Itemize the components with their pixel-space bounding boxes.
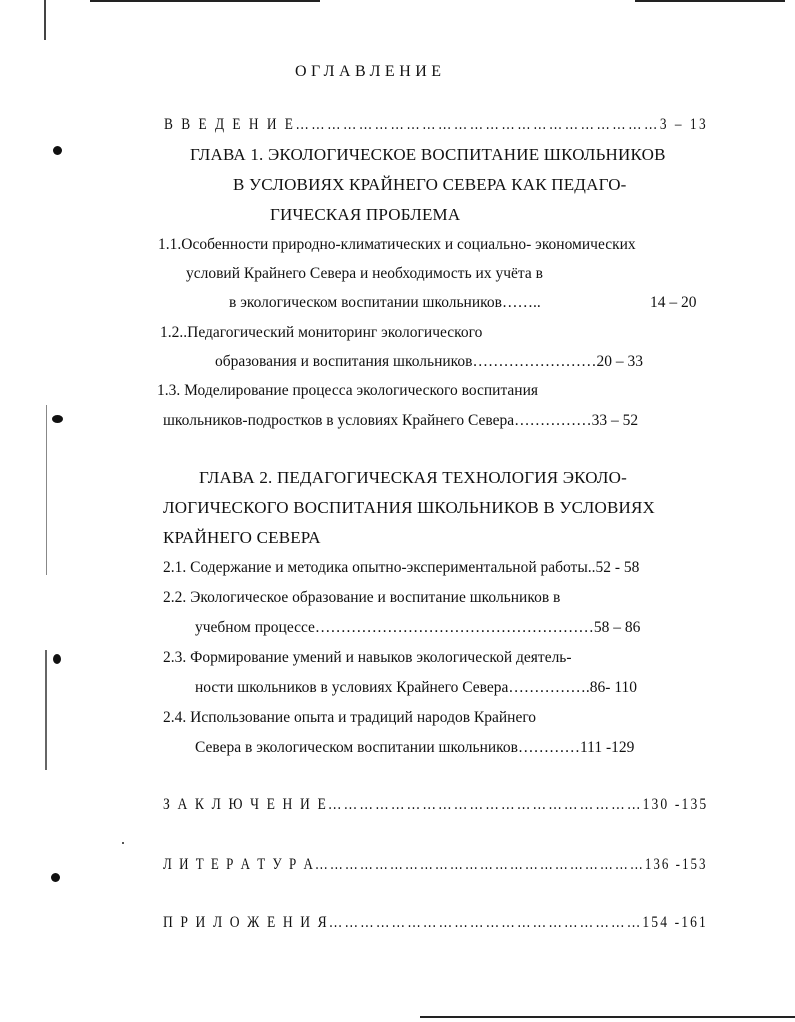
toc-literature-entry: Л И Т Е Р А Т У Р А…………………………………………………………136 -153 bbox=[163, 856, 708, 873]
scan-border-bottom bbox=[420, 1016, 795, 1018]
toc-chapter2-title: КРАЙНЕГО СЕВЕРА bbox=[163, 528, 321, 547]
scan-border-left-mid bbox=[46, 405, 47, 575]
toc-section-1-3: 1.3. Моделирование процесса экологического воспитания bbox=[157, 382, 539, 399]
toc-section-1-2: образования и воспитания школьников……………………20 – 33 bbox=[215, 353, 643, 370]
toc-chapter1-title: В УСЛОВИЯХ КРАЙНЕГО СЕВЕРА КАК ПЕДАГО- bbox=[233, 175, 627, 194]
toc-chapter2-title: ЛОГИЧЕСКОГО ВОСПИТАНИЯ ШКОЛЬНИКОВ В УСЛОВИЯХ bbox=[163, 498, 655, 517]
scan-border-top-right bbox=[635, 0, 785, 2]
scan-speck bbox=[122, 842, 124, 844]
toc-section-1-1: условий Крайнего Севера и необходимость их учёта в bbox=[186, 265, 543, 282]
toc-section-1-3: школьников-подростков в условиях Крайнего Севера……………33 – 52 bbox=[163, 412, 639, 429]
binder-hole-mark bbox=[51, 873, 60, 882]
binder-hole-mark bbox=[53, 146, 62, 155]
scan-border-left bbox=[44, 0, 46, 40]
binder-hole-mark bbox=[52, 415, 63, 423]
toc-section-2-4: Севера в экологическом воспитании школьников…………111 -129 bbox=[195, 739, 635, 756]
toc-section-2-3: 2.3. Формирование умений и навыков экологической деятель- bbox=[163, 649, 572, 666]
toc-chapter1-title: ГИЧЕСКАЯ ПРОБЛЕМА bbox=[270, 205, 461, 224]
toc-title: ОГЛАВЛЕНИЕ bbox=[295, 63, 446, 80]
toc-section-1-1: в экологическом воспитании школьников…….. bbox=[229, 294, 541, 311]
toc-chapter1-title: ГЛАВА 1. ЭКОЛОГИЧЕСКОЕ ВОСПИТАНИЕ ШКОЛЬНИКОВ bbox=[190, 145, 666, 164]
toc-section-1-1-pages: 14 – 20 bbox=[650, 294, 697, 311]
toc-section-2-3: ности школьников в условиях Крайнего Севера…………….86- 110 bbox=[195, 679, 637, 696]
scan-border-top bbox=[90, 0, 320, 2]
toc-section-2-1: 2.1. Содержание и методика опытно-экспериментальной работы..52 - 58 bbox=[163, 559, 640, 576]
toc-appendix-entry: П Р И Л О Ж Е Н И Я……………………………………………………154 -161 bbox=[163, 914, 708, 931]
toc-section-2-2: 2.2. Экологическое образование и воспитание школьников в bbox=[163, 589, 561, 606]
toc-conclusion-entry: З А К Л Ю Ч Е Н И Е……………………………………………………130 -135 bbox=[163, 796, 709, 813]
toc-section-2-4: 2.4. Использование опыта и традиций народов Крайнего bbox=[163, 709, 537, 726]
toc-intro-entry: В В Е Д Е Н И Е……………………………………………………………3 – 13 bbox=[164, 116, 709, 133]
toc-section-1-1: 1.1.Особенности природно-климатических и социально- экономических bbox=[158, 236, 636, 253]
toc-section-2-2: учебном процессе………………………………………………58 – 86 bbox=[195, 619, 641, 636]
binder-hole-mark bbox=[53, 654, 61, 664]
toc-section-1-2: 1.2..Педагогический мониторинг экологического bbox=[160, 324, 483, 341]
scan-border-left-low bbox=[45, 650, 47, 770]
toc-chapter2-title: ГЛАВА 2. ПЕДАГОГИЧЕСКАЯ ТЕХНОЛОГИЯ ЭКОЛО- bbox=[199, 468, 627, 487]
